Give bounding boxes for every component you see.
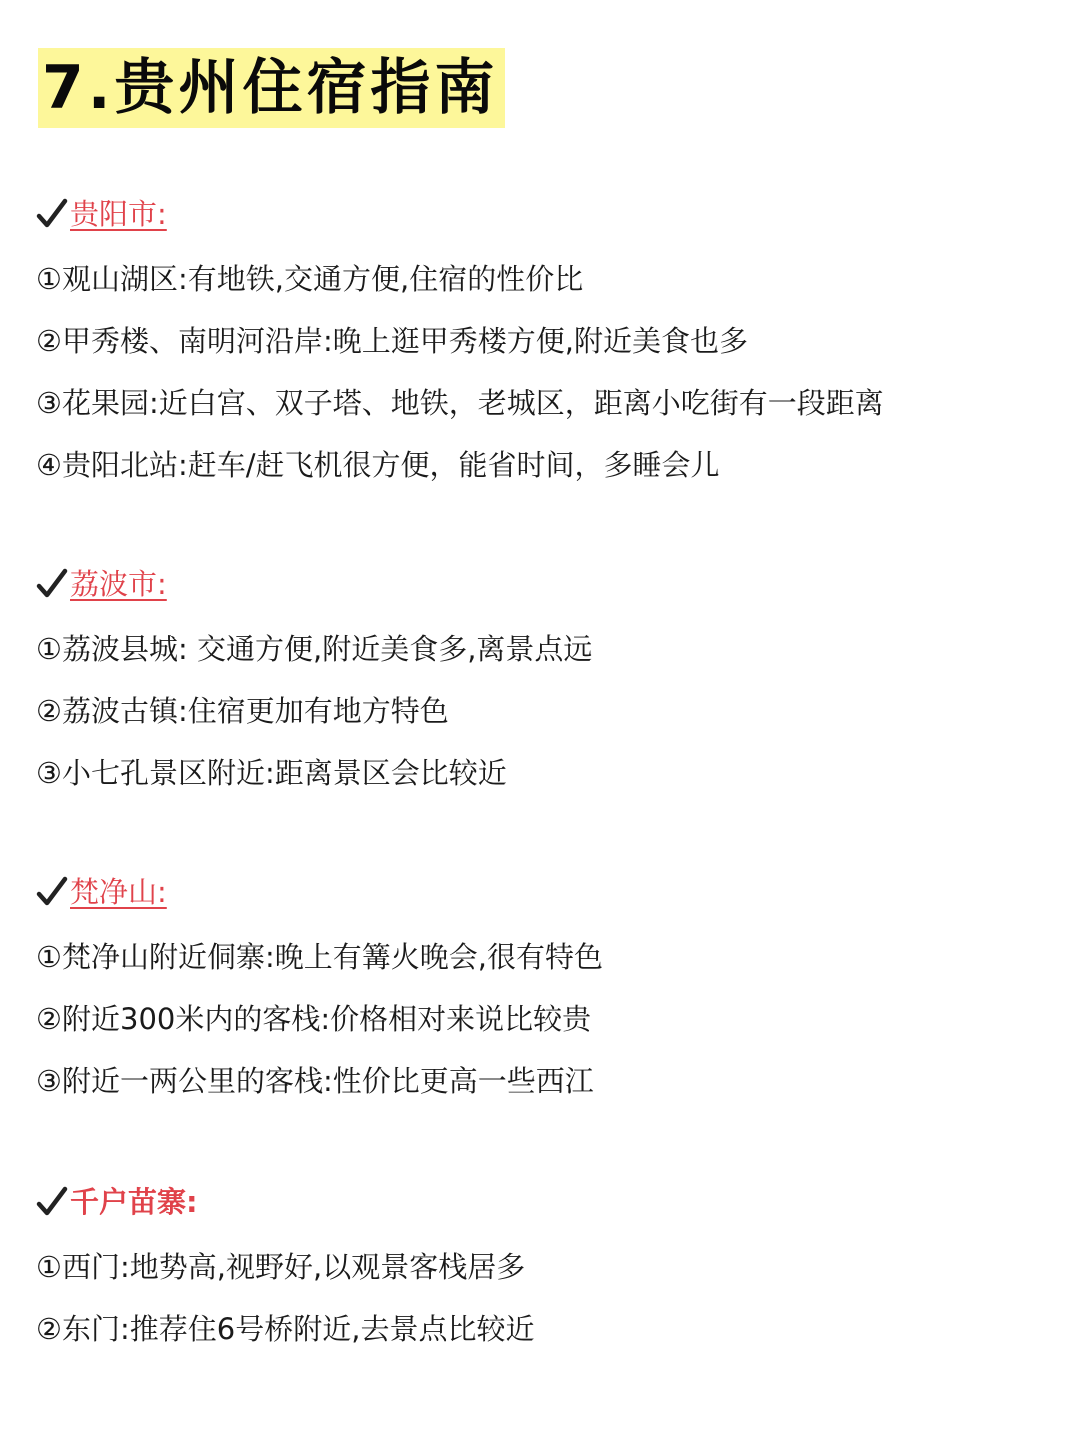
list-item: ①观山湖区:有地铁,交通方便,住宿的性价比 (36, 262, 584, 296)
section-heading-label: 荔波市: (70, 567, 167, 601)
item-list (36, 248, 1046, 496)
item-list (36, 1236, 1046, 1360)
section-heading (36, 190, 1046, 238)
list-item: ④贵阳北站:赶车/赶飞机很方便，能省时间，多睡会儿 (36, 448, 720, 482)
check-icon (36, 1182, 70, 1222)
list-item: ②甲秀楼、南明河沿岸:晚上逛甲秀楼方便,附近美食也多 (36, 324, 748, 358)
section-heading (36, 868, 1046, 916)
section-heading-label: 贵阳市: (70, 197, 167, 231)
check-icon (36, 872, 70, 912)
section-libo (36, 560, 1046, 804)
title-highlight (38, 48, 505, 128)
list-item: ③小七孔景区附近:距离景区会比较近 (36, 756, 507, 790)
list-item: ①荔波县城: 交通方便,附近美食多,离景点远 (36, 632, 593, 666)
check-icon (36, 194, 70, 234)
list-item: ①西门:地势高,视野好,以观景客栈居多 (36, 1250, 526, 1284)
item-list (36, 618, 1046, 804)
section-fanjingshan (36, 868, 1046, 1112)
section-heading (36, 560, 1046, 608)
section-qianhu-miaozhai (36, 1178, 1046, 1360)
section-heading (36, 1178, 1046, 1226)
list-item: ②荔波古镇:住宿更加有地方特色 (36, 694, 449, 728)
list-item: ①梵净山附近侗寨:晚上有篝火晚会,很有特色 (36, 940, 603, 974)
list-item: ②附近300米内的客栈:价格相对来说比较贵 (36, 1002, 592, 1036)
page-title: 7.贵州住宿指南 (42, 53, 499, 123)
section-heading-label: 梵净山: (70, 875, 167, 909)
section-guiyang (36, 190, 1046, 496)
list-item: ③附近一两公里的客栈:性价比更高一些西江 (36, 1064, 594, 1098)
item-list (36, 926, 1046, 1112)
list-item: ③花果园:近白宫、双子塔、地铁，老城区，距离小吃街有一段距离 (36, 386, 884, 420)
section-heading-label: 千户苗寨: (70, 1185, 198, 1219)
list-item: ②东门:推荐住6号桥附近,去景点比较近 (36, 1312, 535, 1346)
check-icon (36, 564, 70, 604)
